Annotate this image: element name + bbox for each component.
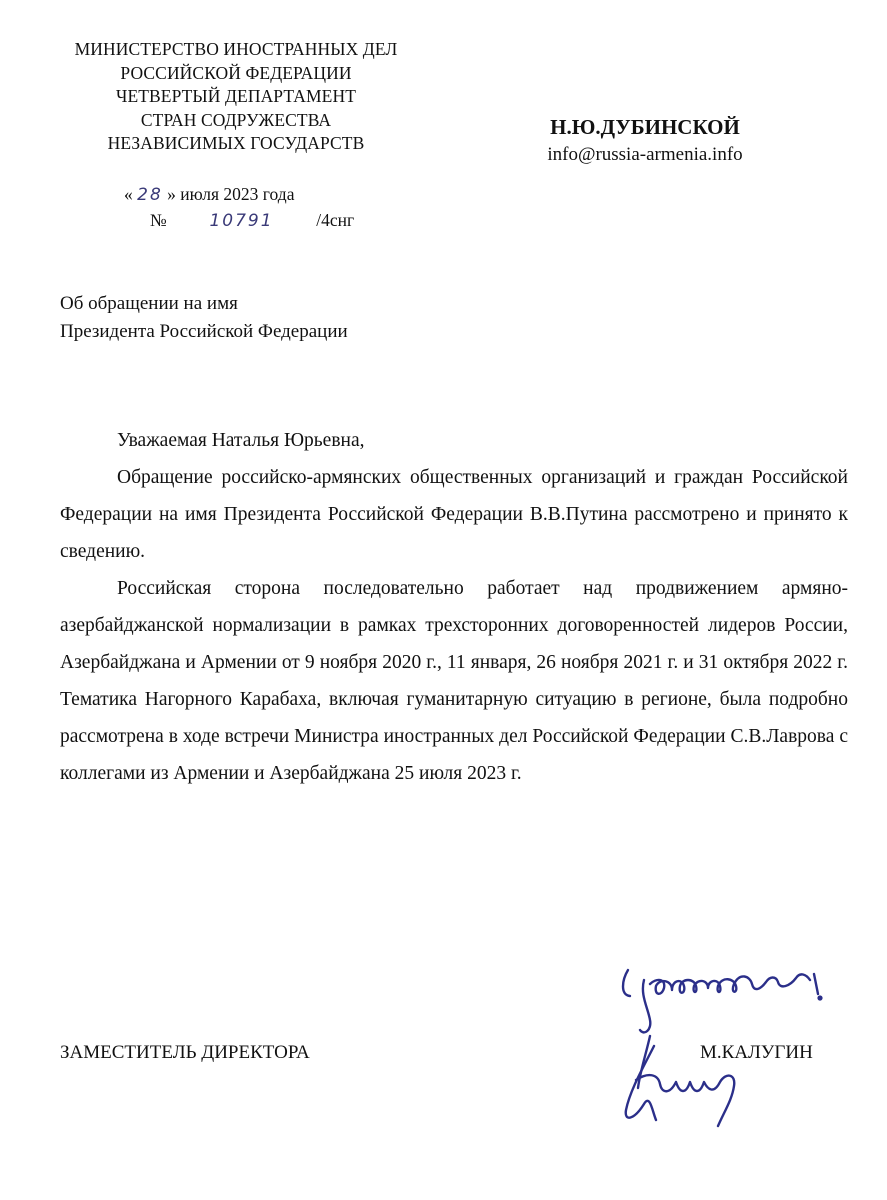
number-handwritten: 10791 — [209, 211, 274, 231]
date-day-handwritten: 28 — [137, 185, 163, 205]
signature-greeting-stroke — [814, 974, 818, 994]
number-prefix: № — [150, 210, 167, 230]
org-line: РОССИЙСКОЙ ФЕДЕРАЦИИ — [120, 62, 352, 83]
org-line: ЧЕТВЕРТЫЙ ДЕПАРТАМЕНТ — [115, 86, 356, 106]
signature-greeting-stroke — [650, 974, 810, 993]
org-line: НЕЗАВИСИМЫХ ГОСУДАРСТВ — [107, 133, 365, 153]
date-rest: » июля 2023 года — [167, 184, 295, 204]
letter-date — [124, 182, 294, 207]
date-open-quote: « — [124, 184, 133, 204]
letter-body — [60, 422, 848, 792]
addressee-email: info@russia-armenia.info — [547, 144, 743, 165]
addressee-name: Н.Ю.ДУБИНСКОЙ — [550, 115, 740, 139]
body-paragraph: Российская сторона последовательно работает над продвижением армяно-азербайджанской нормализации в рамках трехсторонних договоренностей лидеров России, Азербайджана и Армении от 9 ноября 2020 г., 11 января, 26 ноября 2021 г. и 31 октября 2022 г. Тематика Нагорного Карабаха, включая гуманитарную ситуацию в регионе, была подробно рассмотрена в ходе встречи Министра иностранных дел Российской Федерации С.В.Лаврова с коллегами из Армении и Азербайджана 25 июля 2023 г. — [60, 578, 848, 784]
number-suffix: /4снг — [316, 210, 355, 230]
signature-main-stroke — [638, 1036, 650, 1088]
signer-name: М.КАЛУГИН — [700, 1042, 813, 1063]
org-line: СТРАН СОДРУЖЕСТВА — [140, 109, 332, 130]
subject-line: Об обращении на имя — [60, 293, 238, 314]
addressee-block — [460, 112, 830, 168]
signature-main-stroke — [626, 1046, 656, 1120]
subject-block — [60, 290, 348, 346]
signature-comma-dot — [819, 997, 822, 1000]
body-paragraph: Обращение российско-армянских общественных организаций и граждан Российской Федерации на имя Президента Российской Федерации В.В.Путина рассмотрено и принято к сведению. — [60, 467, 848, 562]
signature-greeting-stroke — [640, 980, 650, 1032]
letter-number — [150, 208, 354, 233]
signature-main-stroke — [636, 1075, 734, 1126]
salutation: Уважаемая Наталья Юрьевна, — [117, 430, 365, 451]
subject-line: Президента Российской Федерации — [60, 321, 348, 342]
org-line: МИНИСТЕРСТВО ИНОСТРАННЫХ ДЕЛ — [74, 39, 398, 59]
sender-organization-block — [40, 38, 432, 156]
handwritten-signature — [600, 950, 850, 1150]
signature-greeting-stroke — [623, 970, 630, 996]
signer-position: ЗАМЕСТИТЕЛЬ ДИРЕКТОРА — [60, 1042, 310, 1063]
